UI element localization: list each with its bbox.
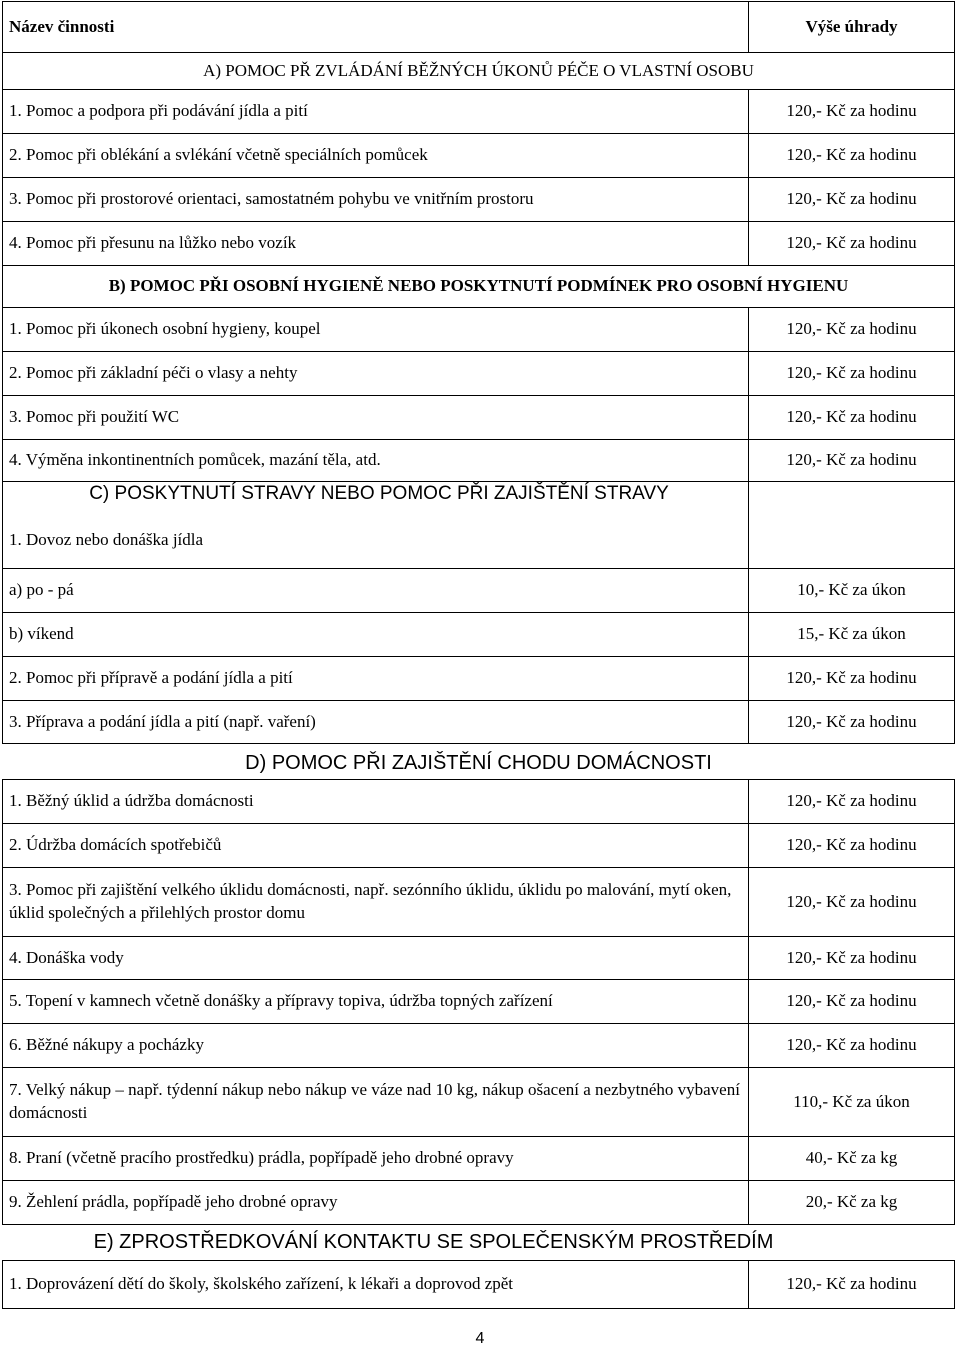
table-row xyxy=(3,178,955,222)
price-table xyxy=(2,1,955,1309)
section-e-row xyxy=(3,1225,955,1261)
table-row xyxy=(3,657,955,701)
activity-label: 9. Žehlení prádla, popřípadě jeho drobné opravy xyxy=(3,1181,749,1225)
table-row xyxy=(3,780,955,824)
price-value: 120,- Kč za hodinu xyxy=(749,937,955,980)
section-b-title: B) POMOC PŘI OSOBNÍ HYGIENĚ NEBO POSKYTNUTÍ PODMÍNEK PRO OSOBNÍ HYGIENU xyxy=(3,266,955,308)
empty-price-cell xyxy=(749,482,955,569)
table-row xyxy=(3,396,955,440)
activity-label: 2. Pomoc při oblékání a svlékání včetně speciálních pomůcek xyxy=(3,134,749,178)
page-number: 4 xyxy=(475,1330,485,1347)
price-value: 120,- Kč za hodinu xyxy=(749,352,955,396)
table-row xyxy=(3,937,955,980)
price-value: 120,- Kč za hodinu xyxy=(749,824,955,868)
activity-label: 3. Pomoc při zajištění velkého úklidu domácnosti, např. sezónního úklidu, úklidu po malování, mytí oken, úklid společných a přilehlých prostor domu xyxy=(3,868,749,937)
price-value: 120,- Kč za hodinu xyxy=(749,396,955,440)
price-value: 10,- Kč za úkon xyxy=(749,569,955,613)
section-c-title: C) POSKYTNUTÍ STRAVY NEBO POMOC PŘI ZAJIŠTĚNÍ STRAVY xyxy=(89,483,669,505)
price-value: 40,- Kč za kg xyxy=(749,1137,955,1181)
price-value: 120,- Kč za hodinu xyxy=(749,1261,955,1309)
activity-label: 1. Doprovázení dětí do školy, školského zařízení, k lékaři a doprovod zpět xyxy=(3,1261,749,1309)
activity-label: 1. Běžný úklid a údržba domácnosti xyxy=(3,780,749,824)
table-row xyxy=(3,134,955,178)
price-value: 120,- Kč za hodinu xyxy=(749,1024,955,1068)
price-value: 120,- Kč za hodinu xyxy=(749,657,955,701)
activity-label: 8. Praní (včetně pracího prostředku) prádla, popřípadě jeho drobné opravy xyxy=(3,1137,749,1181)
activity-label: 4. Donáška vody xyxy=(3,937,749,980)
activity-label: 2. Údržba domácích spotřebičů xyxy=(3,824,749,868)
section-c-row xyxy=(3,482,955,569)
table-row xyxy=(3,1261,955,1309)
price-value: 120,- Kč za hodinu xyxy=(749,780,955,824)
price-value: 120,- Kč za hodinu xyxy=(749,308,955,352)
price-value: 20,- Kč za kg xyxy=(749,1181,955,1225)
activity-label: 3. Pomoc při použití WC xyxy=(3,396,749,440)
table-row xyxy=(3,1137,955,1181)
price-value: 120,- Kč za hodinu xyxy=(749,178,955,222)
activity-sublabel: a) po - pá xyxy=(3,569,749,613)
activity-label: 1. Dovoz nebo donáška jídla xyxy=(9,530,204,550)
activity-label: 7. Velký nákup – např. týdenní nákup nebo nákup ve váze nad 10 kg, nákup ošacení a nezbytného vybavení domácnosti xyxy=(3,1068,749,1137)
activity-label: 3. Pomoc při prostorové orientaci, samostatném pohybu ve vnitřním prostoru xyxy=(3,178,749,222)
activity-label: 4. Výměna inkontinentních pomůcek, mazání těla, atd. xyxy=(3,440,749,482)
activity-label: 3. Příprava a podání jídla a pití (např. vaření) xyxy=(3,701,749,744)
table-row xyxy=(3,1024,955,1068)
table-row xyxy=(3,613,955,657)
activity-label: 2. Pomoc při přípravě a podání jídla a pití xyxy=(3,657,749,701)
price-value: 120,- Kč za hodinu xyxy=(749,90,955,134)
table-row xyxy=(3,824,955,868)
price-value: 15,- Kč za úkon xyxy=(749,613,955,657)
table-row xyxy=(3,440,955,482)
table-row xyxy=(3,352,955,396)
section-d-title: D) POMOC PŘI ZAJIŠTĚNÍ CHODU DOMÁCNOSTI xyxy=(3,744,955,780)
activity-sublabel: b) víkend xyxy=(3,613,749,657)
activity-label: 4. Pomoc při přesunu na lůžko nebo vozík xyxy=(3,222,749,266)
table-header-row xyxy=(3,2,955,53)
table-row xyxy=(3,1181,955,1225)
table-row xyxy=(3,308,955,352)
activity-label: 1. Pomoc při úkonech osobní hygieny, koupel xyxy=(3,308,749,352)
table-row xyxy=(3,1068,955,1137)
section-a-title: A) POMOC PŘ ZVLÁDÁNÍ BĚŽNÝCH ÚKONŮ PÉČE O VLASTNÍ OSOBU xyxy=(3,53,955,90)
activity-column-header: Název činnosti xyxy=(3,2,749,53)
table-row xyxy=(3,980,955,1024)
price-value: 110,- Kč za úkon xyxy=(749,1068,955,1137)
table-row xyxy=(3,90,955,134)
table-row xyxy=(3,222,955,266)
table-row xyxy=(3,701,955,744)
price-value: 120,- Kč za hodinu xyxy=(749,440,955,482)
activity-label: 2. Pomoc při základní péči o vlasy a nehty xyxy=(3,352,749,396)
price-value: 120,- Kč za hodinu xyxy=(749,980,955,1024)
section-d-row xyxy=(3,744,955,780)
price-column-header: Výše úhrady xyxy=(749,2,955,53)
activity-label: 6. Běžné nákupy a pocházky xyxy=(3,1024,749,1068)
price-value: 120,- Kč za hodinu xyxy=(749,134,955,178)
delivery-cell xyxy=(3,482,749,569)
activity-label: 1. Pomoc a podpora při podávání jídla a pití xyxy=(3,90,749,134)
price-value: 120,- Kč za hodinu xyxy=(749,868,955,937)
price-value: 120,- Kč za hodinu xyxy=(749,222,955,266)
table-row xyxy=(3,569,955,613)
table-row xyxy=(3,868,955,937)
activity-label: 5. Topení v kamnech včetně donášky a přípravy topiva, údržba topných zařízení xyxy=(3,980,749,1024)
section-e-title: E) ZPROSTŘEDKOVÁNÍ KONTAKTU SE SPOLEČENSKÝM PROSTŘEDÍM xyxy=(3,1225,955,1261)
price-value: 120,- Kč za hodinu xyxy=(749,701,955,744)
section-b-row xyxy=(3,266,955,308)
section-a-row xyxy=(3,53,955,90)
